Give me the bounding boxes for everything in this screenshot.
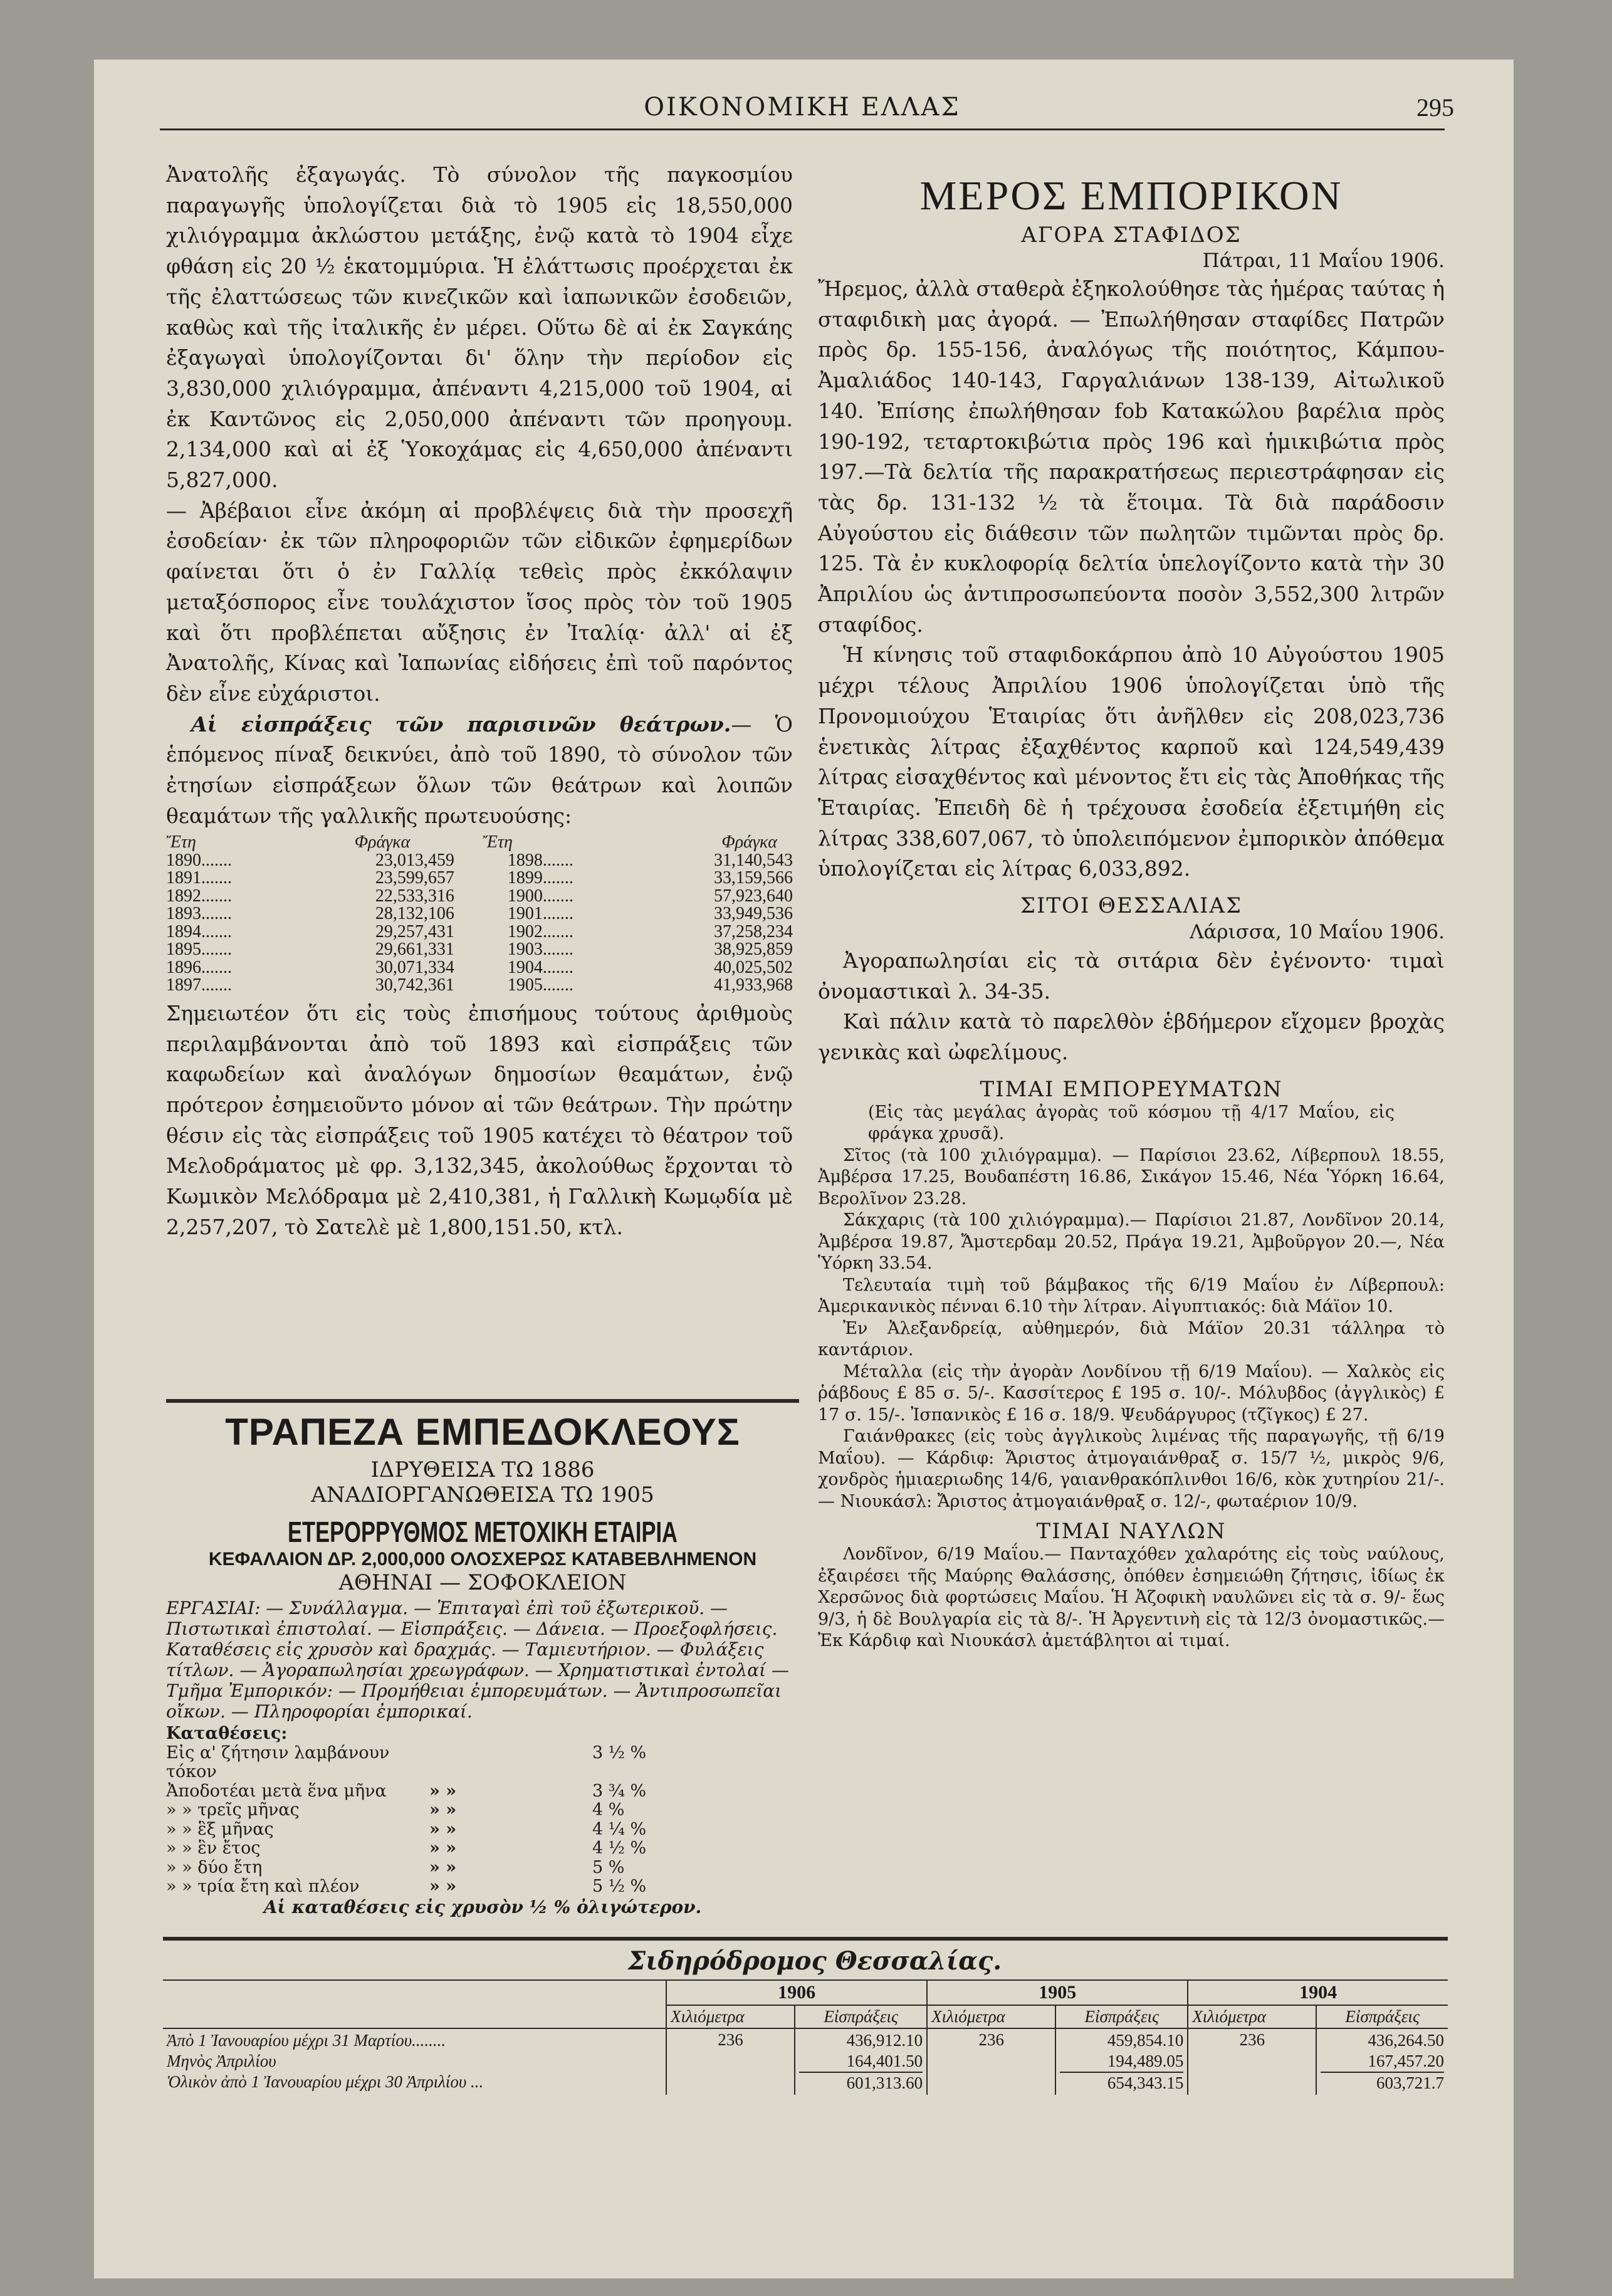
rate-ditto: » » xyxy=(429,1781,457,1801)
rate-value: 4 % xyxy=(592,1800,625,1820)
rate-value: 5 ½ % xyxy=(592,1877,647,1896)
theatres-table-row xyxy=(166,852,793,870)
deposit-rate-row xyxy=(166,1858,799,1878)
grain-paragraph-1: Ἀγοραπωλησίαι εἰς τὰ σιτάρια δὲν ἐγένοντο· τιμαὶ ὀνομαστικαὶ λ. 34-35. xyxy=(818,948,1445,1004)
prices-heading: ΤΙΜΑΙ ΕΜΠΟΡΕΥΜΑΤΩΝ xyxy=(980,1076,1283,1102)
theatres-table-row xyxy=(166,941,793,959)
prices-note: (Εἰς τὰς μεγάλας ἀγορὰς τοῦ κόσμου τῇ 4/17 Μαΐου, εἰς φράγκα χρυσᾶ). xyxy=(868,1102,1395,1144)
rev-header-1906: Εἰσπράξεις xyxy=(795,2005,927,2028)
rate-ditto: » » xyxy=(429,1877,457,1896)
silk-paragraph-2: — Ἀβέβαιοι εἶνε ἀκόμη αἱ προβλέψεις διὰ τὴν προσεχῆ ἐσοδείαν· ἐκ τῶν πληροφοριῶν τῶν εἰδικῶν ἐφημερίδων φαίνεται ὅτι ὁ ἐν Γαλλίᾳ τεθεὶς πρὸς ἐκκόλαψιν μεταξόσπορος εἶνε τουλάχιστον ἴσος πρὸς τὸν τοῦ 1905 καὶ ὅτι προβλέπεται αὔξησις ἐν Ἰταλίᾳ· ἀλλ' αἱ ἐξ Ἀνατολῆς, Κίνας καὶ Ἰαπωνίας εἰδήσεις ἐπὶ τοῦ παρόντος δὲν εἶνε εὐχάριστοι. xyxy=(166,498,793,706)
year-cell: 1901....... xyxy=(507,904,573,924)
rate-term: Ἀποδοτέαι μετὰ ἕνα μῆνα xyxy=(166,1781,387,1801)
year-cell: 1895....... xyxy=(166,940,232,960)
col-year-2: Ἔτη xyxy=(483,832,513,852)
price-item: Σάκχαρις (τὰ 100 χιλιόγραμμα).— Παρίσιοι 21.87, Λονδῖνον 20.14, Ἀμβέρσα 19.87, Ἄμστερδαμ 20.52, Πράγα 19.21, Ἀμβοῦργον 20.—, Νέα Ὑόρκη 33.54. xyxy=(818,1210,1445,1274)
rate-term: Εἰς α' ζήτησιν λαμβάνουν τόκον xyxy=(166,1743,390,1781)
theatres-heading: Αἱ εἰσπράξεις τῶν παρισινῶν θεάτρων. xyxy=(191,711,731,737)
price-item: Γαιάνθρακες (εἰς τοὺς ἀγγλικοὺς λιμένας τῆς παραγωγῆς, τῇ 6/19 Μαΐου). — Κάρδιφ: Ἄριστος ἀτμογαιάνθραξ σ. 15/7 ½, μικρὸς 9/6, χονδρὸς ἡμιαεριωδης 14/6, γαιανθρακόπλινθοι 16/6, κὸκ χυτηρίου 21/-. — Νιουκάσλ: Ἄριστος ἀτμογαιάνθραξ σ. 12/-, φωταέριον 10/9. xyxy=(818,1427,1445,1511)
francs-cell: 57,923,640 xyxy=(714,886,793,906)
rev-1906-april: 164,401.50 xyxy=(799,2051,923,2073)
francs-cell: 29,257,431 xyxy=(375,921,454,941)
price-item: Μέταλλα (εἰς τὴν ἀγορὰν Λονδίνου τῇ 6/19 Μαΐου). — Χαλκὸς εἰς ῥάβδους £ 85 σ. 5/-. Κασσίτερος £ 195 σ. 10/-. Μόλυβδος (ἀγγλικὸς) £ 17 σ. 15/-. Ἰσπανικὸς £ 16 σ. 18/9. Ψευδάργυρος (τζῖγκος) £ 27. xyxy=(818,1361,1445,1425)
year-1904: 1904 xyxy=(1188,1980,1448,2005)
theatres-table-row xyxy=(166,977,793,995)
francs-cell: 37,258,234 xyxy=(714,921,793,941)
year-cell: 1893....... xyxy=(166,904,232,924)
year-cell: 1903....... xyxy=(507,940,573,960)
col-francs-1: Φράγκα xyxy=(354,832,411,852)
year-1905: 1905 xyxy=(927,1980,1188,2005)
bank-address: ΑΘΗΝΑΙ — ΣΟΦΟΚΛΕΙΟΝ xyxy=(338,1570,627,1595)
row-label-total: Ὁλικὸν ἀπὸ 1 Ἰανουαρίου μέχρι 30 Ἀπριλίου ... xyxy=(167,2072,484,2091)
header-rule xyxy=(160,128,1445,130)
prices-list xyxy=(818,1145,1445,1513)
year-cell: 1890....... xyxy=(166,850,232,870)
francs-cell: 31,140,543 xyxy=(714,850,793,870)
railway-table-wrap xyxy=(163,1979,1448,2095)
bank-gold-note: Αἱ καταθέσεις εἰς χρυσὸν ½ % ὀλιγώτερον. xyxy=(263,1896,702,1917)
rate-value: 5 % xyxy=(592,1857,625,1877)
km-1904: 236 xyxy=(1188,2028,1316,2095)
year-cell: 1900....... xyxy=(507,886,573,906)
freight-paragraph: Λονδῖνον, 6/19 Μαΐου.— Πανταχόθεν χαλαρότης εἰς τοὺς ναύλους, ἐξαιρέσει τῆς Μαύρης Θαλάσσης, ὁπόθεν ἐσημειώθη ζήτησις, ἰδίως ἐκ Χερσῶνος διὰ φορτώσεις Μαΐου. Ἡ Ἀζοφικὴ ναυλῶνει εἰς τὰ σ. 9/- ἕως 9/3, ἡ δὲ Βουλγαρία εἰς τὰ 8/-. Ἡ Ἀργεντινὴ εἰς τὰ 12/3 ὀνομαστικῶς.— Ἐκ Κάρδιφ καὶ Νιουκάσλ ἀμετάβλητοι αἱ τιμαί. xyxy=(818,1544,1445,1651)
francs-cell: 33,159,566 xyxy=(714,868,793,888)
year-cell: 1896....... xyxy=(166,957,232,977)
rate-value: 3 ½ % xyxy=(592,1743,647,1763)
francs-cell: 22,533,316 xyxy=(375,886,454,906)
francs-cell: 38,925,859 xyxy=(714,940,793,960)
bank-title: ΤΡΑΠΕΖΑ ΕΜΠΕΔΟΚΛΕΟΥΣ xyxy=(225,1411,740,1453)
railway-top-rule xyxy=(163,1937,1448,1941)
deposit-rate-row xyxy=(166,1782,799,1801)
rev-1906-q1: 436,912.10 xyxy=(846,2031,923,2050)
bank-rates xyxy=(166,1724,799,1897)
freight-heading: ΤΙΜΑΙ ΝΑΥΛΩΝ xyxy=(1036,1519,1227,1544)
year-cell: 1891....... xyxy=(166,868,232,888)
theatres-paragraph xyxy=(166,710,793,832)
theatres-table-row xyxy=(166,923,793,941)
deposits-label: Καταθέσεις: xyxy=(166,1724,288,1743)
raisins-heading: ΑΓΟΡΑ ΣΤΑΦΙΔΟΣ xyxy=(1021,223,1242,248)
rate-value: 4 ¼ % xyxy=(592,1819,647,1839)
deposit-rate-row xyxy=(166,1820,799,1840)
rev-1904-q1: 436,264.50 xyxy=(1368,2031,1444,2050)
km-header-1906: Χιλιόμετρα xyxy=(666,2005,795,2028)
francs-cell: 29,661,331 xyxy=(375,940,454,960)
year-cell: 1892....... xyxy=(166,886,232,906)
rate-ditto: » » xyxy=(429,1857,457,1877)
raisins-dateline: Πάτραι, 11 Μαΐου 1906. xyxy=(1202,249,1445,272)
rate-term: » » τρία ἔτη καὶ πλέον xyxy=(166,1877,360,1896)
deposit-rate-row xyxy=(166,1801,799,1820)
year-cell: 1899....... xyxy=(507,868,573,888)
raisins-paragraph-2: Ἡ κίνησις τοῦ σταφιδοκάρπου ἀπὸ 10 Αὐγούστου 1905 μέχρι τέλους Ἀπριλίου 1906 ὑπολογίζεται ὑπὸ τῆς Προνομιούχου Ἑταιρίας ὅτι ἀνῆλθεν εἰς 208,023,736 ἑνετικὰς λίτρας ἐξαχθέντος καρποῦ καὶ 124,549,439 λίτρας εἰσαχθέντος καὶ μένοντος ἔτι εἰς τὰς Ἀποθήκας τῆς Ἑταιρίας. Ἐπειδὴ δὲ ἡ τρέχουσα ἐσοδεία ἐξετιμήθη εἰς λίτρας 338,607,067, τὸ ὑπολειπόμενον ἐμπορικὸν ἀπόθεμα ὑπολογίζεται εἰς λίτρας 6,033,892. xyxy=(818,642,1445,881)
rate-ditto: » » xyxy=(429,1838,457,1858)
year-cell: 1902....... xyxy=(507,921,573,941)
right-column xyxy=(818,172,1445,1652)
francs-cell: 30,071,334 xyxy=(375,957,454,977)
rev-1904-total: 603,721.7 xyxy=(1376,2073,1444,2092)
price-item: Ἐν Ἀλεξανδρείᾳ, αὐθημερόν, διὰ Μάϊον 20.31 τάλληρα τὸ καντάριον. xyxy=(818,1318,1445,1360)
price-item: Σῖτος (τὰ 100 χιλιόγραμμα). — Παρίσιοι 23.62, Λίβερπουλ 18.55, Ἀμβέρσα 17.25, Βουδαπέστη 16.86, Σικάγον 15.46, Νέα Ὑόρκη 16.64, Βερολῖνον 23.28. xyxy=(818,1145,1445,1208)
year-cell: 1897....... xyxy=(166,975,232,995)
rev-1904 xyxy=(1316,2028,1448,2095)
theatres-table-row xyxy=(166,959,793,977)
rev-1904-april: 167,457.20 xyxy=(1321,2051,1444,2073)
rate-term: » » τρεῖς μῆνας xyxy=(166,1800,300,1820)
rev-header-1905: Εἰσπράξεις xyxy=(1055,2005,1188,2028)
rate-value: 3 ¾ % xyxy=(592,1781,647,1801)
bank-capital: ΚΕΦΑΛΑΙΟΝ ΔΡ. 2,000,000 ΟΛΟΣΧΕΡΩΣ ΚΑΤΑΒΕΒΛΗΜΕΝΟΝ xyxy=(208,1549,757,1570)
year-1906: 1906 xyxy=(666,1980,927,2005)
bank-company-type: ΕΤΕΡΟΡΡΥΘΜΟΣ ΜΕΤΟΧΙΚΗ ΕΤΑΙΡΙΑ xyxy=(288,1516,678,1548)
raisins-paragraph-1: Ἤρεμος, ἀλλὰ σταθερὰ ἐξηκολούθησε τὰς ἡμέρας ταύτας ἡ σταφιδικὴ μας ἀγορά. — Ἐπωλήθησαν σταφίδες Πατρῶν πρὸς δρ. 155-156, ἀναλόγως τῆς ποιότητος, Κάμπου-Ἀμαλιάδος 140-143, Γαργαλιάνων 138-139, Αἰτωλικοῦ 140. Ἐπίσης ἐπωλήθησαν fob Κατακώλου βαρέλια πρὸς 190-192, τεταρτοκιβώτια πρὸς 196 καὶ ἡμικιβώτια πρὸς 197.—Τὰ δελτία τῆς παρακρατήσεως περιεστράφησαν εἰς τὰς δρ. 131-132 ½ τὰ ἕτοιμα. Τὰ διὰ παράδοσιν Αὐγούστου εἰς διάθεσιν τῶν πωλητῶν τιμῶνται πρὸς δρ. 125. Τὰ ἐν κυκλοφορίᾳ δελτία ὑπελογίζοντο κατὰ τὴν 30 Ἀπριλίου ὡς ἀντιπροσωπεύοντα ποσὸν 3,552,300 λιτρῶν σταφίδος. xyxy=(818,276,1445,637)
theatres-table-row xyxy=(166,888,793,906)
rate-value: 4 ½ % xyxy=(592,1838,647,1858)
rev-1905 xyxy=(1055,2028,1188,2095)
francs-cell: 28,132,106 xyxy=(375,904,454,924)
year-cell: 1898....... xyxy=(507,850,573,870)
bank-works: ΕΡΓΑΣΙΑΙ: — Συνάλλαγμα. — Ἐπιταγαὶ ἐπὶ τοῦ ἐξωτερικοῦ. — Πιστωτικαὶ ἐπιστολαί. — Εἰσπράξεις. — Δάνεια. — Προεξοφλήσεις. Καταθέσεις εἰς χρυσὸν καὶ δραχμάς. — Ταμιευτήριον. — Φυλάξεις τίτλων. — Ἀγοραπωλησίαι χρεωγράφων. — Χρηματιστικαὶ ἐντολαί — Τμῆμα Ἐμπορικόν: — Προμήθειαι ἐμπορευμάτων. — Ἀντιπροσωπεῖαι οἴκων. — Πληροφορίαι ἐμπορικαί. xyxy=(166,1598,790,1722)
rev-1905-april: 194,489.05 xyxy=(1060,2051,1183,2073)
theatres-table-row xyxy=(166,905,793,923)
rate-ditto xyxy=(429,1744,592,1782)
rev-1906 xyxy=(795,2028,927,2095)
km-header-1905: Χιλιόμετρα xyxy=(927,2005,1055,2028)
francs-cell: 30,742,361 xyxy=(375,975,454,995)
bank-top-rule xyxy=(166,1399,799,1403)
railway-corner xyxy=(163,1980,666,2028)
col-francs-2: Φράγκα xyxy=(721,832,777,852)
running-header: ΟΙΚΟΝΟΜΙΚΗ ΕΛΛΑΣ xyxy=(644,93,961,122)
rate-term: » » δύο ἔτη xyxy=(166,1857,263,1877)
km-1906: 236 xyxy=(666,2028,795,2095)
rate-term: » » ἓν ἔτος xyxy=(166,1838,261,1858)
page-number: 295 xyxy=(1416,93,1454,122)
deposit-rate-row xyxy=(166,1877,799,1897)
row-label-q1: Ἀπὸ 1 Ἰανουαρίου μέχρι 31 Μαρτίου........ xyxy=(167,2031,446,2050)
rate-ditto: » » xyxy=(429,1800,457,1820)
grain-paragraph-2: Καὶ πάλιν κατὰ τὸ παρελθὸν ἑβδήμερον εἴχομεν βροχὰς γενικὰς καὶ ὠφελίμους. xyxy=(818,1009,1445,1065)
railway-table xyxy=(163,1979,1448,2095)
grain-heading: ΣΙΤΟΙ ΘΕΣΣΑΛΙΑΣ xyxy=(1020,893,1243,919)
rev-1906-total: 601,313.60 xyxy=(846,2073,923,2092)
year-cell: 1904....... xyxy=(507,957,573,977)
rev-header-1904: Εἰσπράξεις xyxy=(1316,2005,1448,2028)
price-item: Τελευταία τιμὴ τοῦ βάμβακος τῆς 6/19 Μαΐου ἐν Λίβερπουλ: Ἀμερικανικὸς πένναι 6.10 τὴν λίτραν. Αἰγυπτιακός: διὰ Μάϊον 10. xyxy=(818,1275,1445,1317)
silk-paragraph-1: Ἀνατολῆς ἐξαγωγάς. Τὸ σύνολον τῆς παγκοσμίου παραγωγῆς ὑπολογίζεται διὰ τὸ 1905 εἰς 18,550,000 χιλιόγραμμα ἀκλώστου μετάξης, ἐνῷ κατὰ τὸ 1904 εἶχε φθάση εἰς 20 ½ ἑκατομμύρια. Ἡ ἐλάττωσις προέρχεται ἐκ τῆς ἐλαττώσεως τῶν κινεζικῶν καὶ ἰαπωνικῶν ἐσοδειῶν, καθὼς καὶ τῆς ἰταλικῆς ἐν μέρει. Οὕτω δὲ αἱ ἐκ Σαγκάης ἐξαγωγαὶ ὑπολογίζονται δι' ὅλην τὴν περίοδον εἰς 3,830,000 χιλιόγραμμα, ἀπέναντι 4,215,000 τοῦ 1904, αἱ ἐκ Καντῶνος εἰς 2,050,000 ἀπέναντι τῶν προηγουμ. 2,134,000 καὶ αἱ ἐξ Ὑοκοχάμας εἰς 4,650,000 ἀπέναντι 5,827,000. xyxy=(166,162,793,493)
rev-1905-total: 654,343.15 xyxy=(1107,2073,1184,2092)
rev-1905-q1: 459,854.10 xyxy=(1107,2031,1184,2050)
bank-advertisement xyxy=(166,1410,799,1917)
km-1905: 236 xyxy=(927,2028,1055,2095)
theatres-table-header xyxy=(166,834,793,852)
francs-cell: 23,599,657 xyxy=(375,868,454,888)
deposit-rate-row xyxy=(166,1744,799,1782)
francs-cell: 41,933,968 xyxy=(714,975,793,995)
francs-cell: 33,949,536 xyxy=(714,904,793,924)
row-label-april: Μηνὸς Ἀπριλίου xyxy=(167,2052,276,2070)
francs-cell: 40,025,502 xyxy=(714,957,793,977)
col-year-1: Ἔτη xyxy=(166,832,196,852)
rate-term: » » ἓξ μῆνας xyxy=(166,1819,274,1839)
theatres-intro: — Ὁ ἑπόμενος πίναξ δεικνύει, ἀπὸ τοῦ 1890, τὸ σύνολον τῶν ἐτησίων εἰσπράξεων ὅλων τῶν θεάτρων καὶ λοιπῶν θεαμάτων τῆς γαλλικῆς πρωτευούσης: xyxy=(166,711,793,828)
theatres-table-row xyxy=(166,869,793,888)
year-cell: 1905....... xyxy=(507,975,573,995)
left-column xyxy=(166,160,793,1243)
rate-ditto: » » xyxy=(429,1819,457,1839)
grain-dateline: Λάρισσα, 10 Μαΐου 1906. xyxy=(1190,921,1445,944)
bank-reorganized: ΑΝΑΔΙΟΡΓΑΝΩΘΕΙΣΑ ΤΩ 1905 xyxy=(311,1482,654,1507)
year-cell: 1894....... xyxy=(166,921,232,941)
theatres-after: Σημειωτέον ὅτι εἰς τοὺς ἐπισήμους τούτους ἀριθμοὺς περιλαμβάνονται ἀπὸ τοῦ 1893 καὶ εἰσπράξεις τῶν καφωδείων καὶ ἀναλόγων δημοσίων θεαμάτων, ἐνῷ πρότερον ἐσημειοῦντο μόνον αἱ τῶν θεάτρων. Τὴν πρώτην θέσιν εἰς τὰς εἰσπράξεις τοῦ 1905 κατέχει τὸ θέατρον τοῦ Μελοδράματος μὲ φρ. 3,132,345, ἀκολούθως ἔρχονται τὸ Κωμικὸν Μελόδραμα μὲ 2,410,381, ἡ Γαλλικὴ Κωμῳδία μὲ 2,257,207, τὸ Σατελὲ μὲ 1,800,151.50, κτλ. xyxy=(166,1000,793,1239)
francs-cell: 23,013,459 xyxy=(375,850,454,870)
km-header-1904: Χιλιόμετρα xyxy=(1188,2005,1316,2028)
bank-founded: ΙΔΡΥΘΕΙΣΑ ΤΩ 1886 xyxy=(370,1457,595,1482)
commercial-section-title: ΜΕΡΟΣ ΕΜΠΟΡΙΚΟΝ xyxy=(919,173,1343,219)
theatres-table xyxy=(166,834,793,995)
railway-title: Σιδηρόδρομος Θεσσαλίας. xyxy=(627,1946,1002,1976)
deposit-rate-row xyxy=(166,1839,799,1858)
railway-row-labels xyxy=(163,2028,666,2095)
